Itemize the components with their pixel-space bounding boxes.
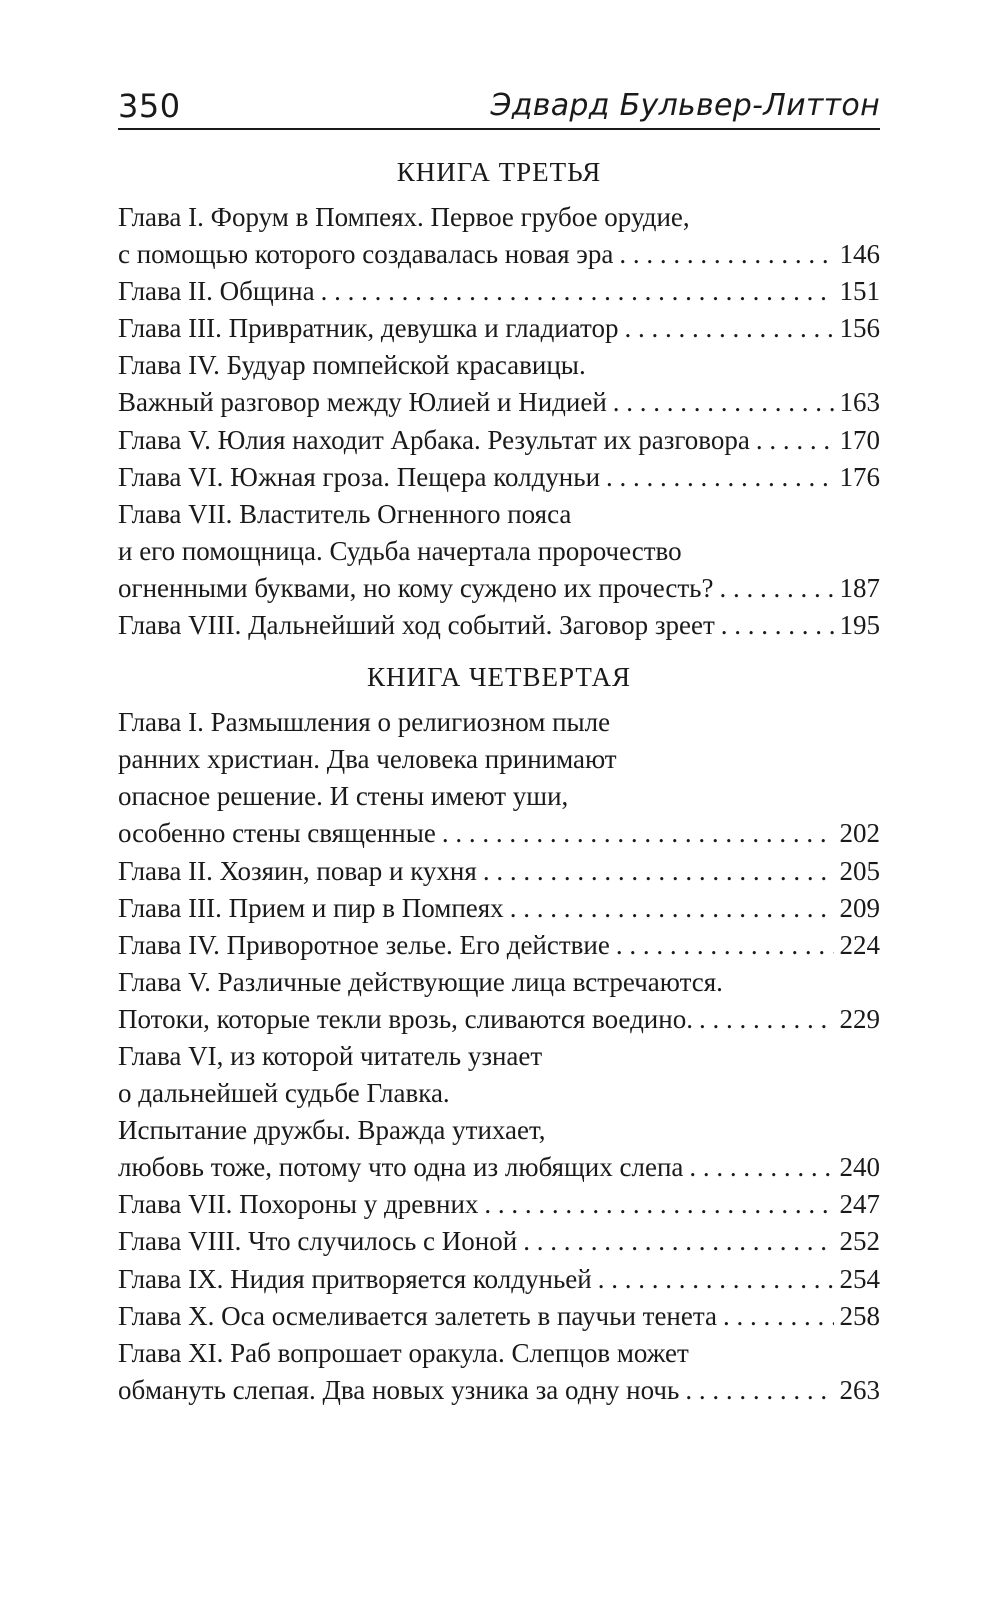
toc-page-number: 252 [839,1226,880,1257]
dot-leader [619,236,833,273]
toc-entry-text: Глава V. Юлия находит Арбака. Результат их разговора [118,424,750,455]
toc-entry-text: Глава VI. Южная гроза. Пещера колдуньи [118,461,601,492]
toc-entry-last-line [118,310,880,347]
toc-entry [118,459,880,496]
toc-page-number: 209 [839,892,880,923]
toc-page-number: 146 [839,239,880,270]
toc-page-number: 254 [839,1263,880,1294]
toc-entry-last-line [118,1261,880,1298]
dot-leader [721,607,834,644]
toc-page-number: 240 [839,1152,880,1183]
toc-entry-last-line [118,570,880,607]
dot-leader [321,273,834,310]
dot-leader [625,310,834,347]
toc-page-number: 224 [839,929,880,960]
toc-entry-last-line [118,1149,880,1186]
toc-entry [118,1186,880,1223]
toc-entry-last-line [118,1223,880,1260]
dot-leader [483,853,834,890]
toc-entry-text: любовь тоже, потому что одна из любящих слепа [118,1152,684,1183]
toc-page-number: 176 [839,461,880,492]
dot-leader [723,1298,834,1335]
toc-page-number: 263 [839,1374,880,1405]
dot-leader [442,815,834,852]
chapter-list [118,704,880,1409]
dot-leader [616,927,834,964]
toc-entry-last-line [118,607,880,644]
dot-leader [719,570,833,607]
toc-page-number: 170 [839,424,880,455]
toc-entry-line: Глава I. Размышления о религиозном пыле [118,707,611,738]
toc-entry-last-line [118,1186,880,1223]
toc-entry [118,1335,880,1409]
toc-entry-last-line [118,815,880,852]
toc-entry-line: Глава IV. Будуар помпейской красавицы. [118,350,586,381]
toc-entry-text: Глава IX. Нидия притворяется колдуньей [118,1263,592,1294]
toc-entry-line: Глава V. Различные действующие лица встречаются. [118,966,723,997]
toc-entry-line: Глава I. Форум в Помпеях. Первое грубое орудие, [118,202,690,232]
dot-leader [756,422,834,459]
toc-entry-last-line [118,927,880,964]
toc-entry-text: Глава VII. Похороны у древних [118,1189,479,1220]
toc-entry [118,496,880,607]
toc-page-number: 229 [839,1003,880,1034]
toc-page-number: 247 [839,1189,880,1220]
toc-entry [118,1261,880,1298]
toc-entry-line: Испытание дружбы. Вражда утихает, [118,1115,546,1146]
toc-entry-text: с помощью которого создавалась новая эра [118,239,614,270]
toc-entry-text: Глава VIII. Что случилось с Ионой [118,1226,518,1257]
toc-entry [118,1298,880,1335]
toc-entry-line: Глава VI, из которой читатель узнает [118,1040,543,1071]
toc-entry [118,310,880,347]
dot-leader [685,1372,833,1409]
toc-entry [118,347,880,421]
dot-leader [598,1261,834,1298]
toc-entry-last-line [118,236,880,273]
toc-page-number: 195 [839,610,880,641]
toc-entry-text: обмануть слепая. Два новых узника за одну ночь [118,1374,680,1405]
toc-entry [118,1223,880,1260]
toc-page-number: 258 [839,1300,880,1331]
toc-entry-last-line [118,853,880,890]
running-head [118,80,880,130]
toc-entry-last-line [118,422,880,459]
toc-entry-last-line [118,1001,880,1038]
toc-entry [118,273,880,310]
toc-entry [118,199,880,273]
dot-leader [510,890,834,927]
toc-entry-line: опасное решение. И стены имеют уши, [118,781,569,812]
dot-leader [613,384,834,421]
toc-page-number: 202 [839,818,880,849]
toc-entry-text: особенно стены священные [118,818,436,849]
toc-entry-line: Глава VII. Властитель Огненного пояса [118,498,572,529]
toc-entry-text: Глава II. Хозяин, повар и кухня [118,855,477,886]
toc-entry [118,704,880,852]
toc-entry-line: Глава XI. Раб вопрошает оракула. Слепцов может [118,1337,689,1368]
toc-entry [118,964,880,1038]
dot-leader [523,1223,833,1260]
toc-entry-text: Глава III. Привратник, девушка и гладиатор [118,313,619,344]
toc-entry [118,1038,880,1186]
dot-leader [484,1186,833,1223]
book-page [118,80,880,1409]
toc-entry-text: Глава II. Община [118,276,315,307]
toc-entry-line: и его помощница. Судьба начертала пророчество [118,535,682,566]
toc-entry [118,422,880,459]
toc-entry-text: Глава III. Прием и пир в Помпеях [118,892,504,923]
author-name: Эдвард Бульвер-Литтон [490,88,880,123]
toc-entry-text: Потоки, которые текли врозь, сливаются воедино. [118,1003,693,1034]
toc-entry-text: Глава X. Оса осмеливается залететь в паучьи тенета [118,1300,717,1331]
toc-entry-line: о дальнейшей судьбе Главка. [118,1078,450,1109]
toc-entry-last-line [118,384,880,421]
toc-page-number: 187 [839,572,880,603]
toc-entry-last-line [118,273,880,310]
toc-entry-text: Важный разговор между Юлией и Нидией [118,387,607,418]
toc-entry-last-line [118,459,880,496]
toc-entry-text: огненными буквами, но кому суждено их прочесть? [118,572,714,603]
book-title: КНИГА ТРЕТЬЯ [396,157,602,187]
toc-page-number: 163 [839,387,880,418]
toc-entry-last-line [118,890,880,927]
dot-leader [606,459,833,496]
toc-entry [118,890,880,927]
page-number: 350 [118,87,181,125]
book-title: КНИГА ЧЕТВЕРТАЯ [367,662,631,693]
dot-leader [689,1149,833,1186]
toc-entry-last-line [118,1372,880,1409]
table-of-contents [118,154,880,1409]
toc-entry-text: Глава VIII. Дальнейший ход событий. Заговор зреет [118,610,715,641]
chapter-list [118,199,880,644]
toc-entry [118,927,880,964]
toc-entry [118,853,880,890]
toc-entry-text: Глава IV. Приворотное зелье. Его действие [118,929,610,960]
dot-leader [699,1001,834,1038]
toc-entry [118,607,880,644]
toc-entry-last-line [118,1298,880,1335]
toc-page-number: 205 [839,855,880,886]
toc-page-number: 151 [839,276,880,307]
toc-page-number: 156 [839,313,880,344]
toc-entry-line: ранних христиан. Два человека принимают [118,744,617,775]
